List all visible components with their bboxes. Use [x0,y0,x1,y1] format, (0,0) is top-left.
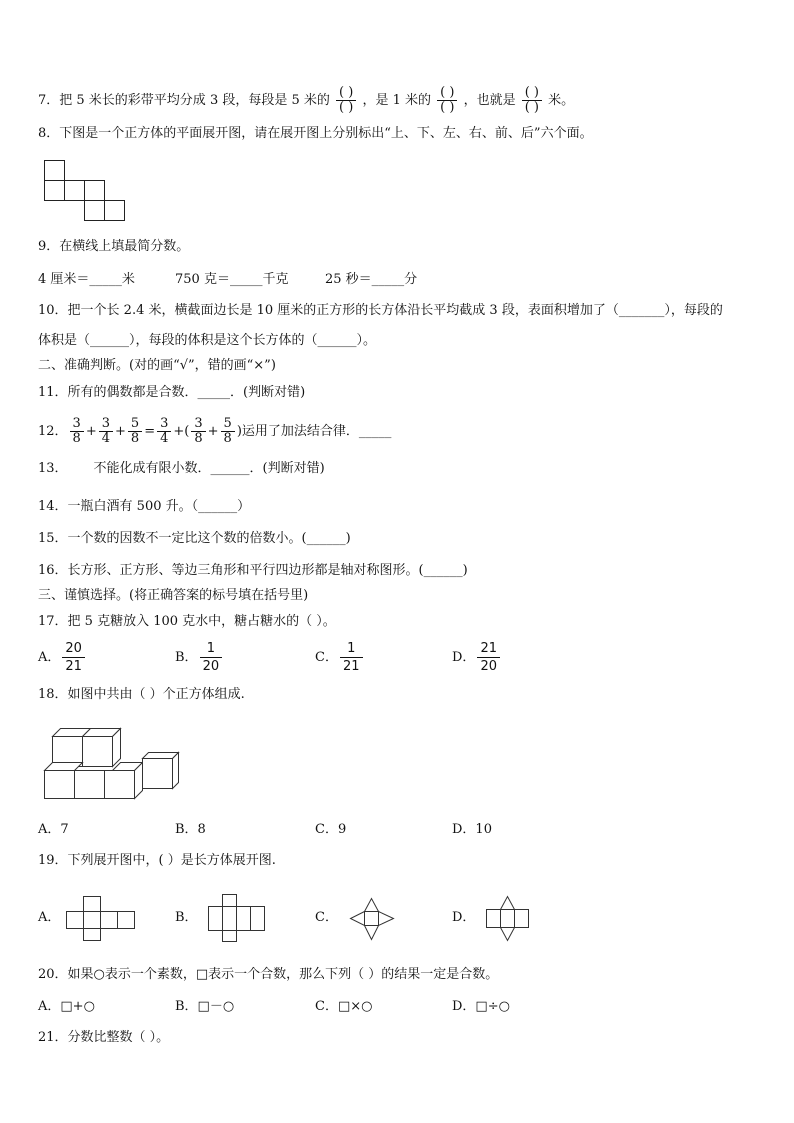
q12-text: 运用了加法结合律．_____ [241,424,392,439]
q7-text-1: 7．把 5 米长的彩带平均分成 3 段，每段是 5 米的 [38,93,330,108]
q13-number: 13． [38,461,68,476]
question-16: 16．长方形、正方形、等边三角形和平行四边形都是轴对称图形。(______) [38,563,468,578]
question-13 [38,459,325,479]
question-12: 12． $\frac{3}{8}$ + $\frac{3}{4}$ + $\frac{5}{8}$ = $\frac{3}{4}$ +( $\frac{3}{8}$ + $\frac{5}{8}$ )运用了加法结合律．_____ [38,416,392,446]
q17-option-b[interactable]: B． $\frac{1}{20}$ [175,640,224,675]
question-10-line-2: 体积是（______），每段的体积是这个长方体的（______）。 [38,333,377,348]
question-14: 14．一瓶白酒有 500 升。（______） [38,499,251,514]
q18-option-b[interactable]: B．8 [175,822,206,837]
question-10-line-1: 10．把一个长 2.4 米，横截面边长是 10 厘米的正方形的长方体沿长平均截成 3 段，表面积增加了（_______），每段的 [38,303,723,318]
q12-frac-2: $\frac{3}{4}$ [99,417,113,446]
q7-text-4: 米。 [548,93,575,108]
q19-net-b-figure [208,894,266,942]
q7-fraction-3: $\frac{( )}{( )}$ [522,86,542,115]
q17-option-a[interactable]: A． $\frac{20}{21}$ [38,640,87,675]
q19-option-d[interactable]: D． [452,910,476,925]
question-18: 18．如图中共由（ ）个正方体组成. [38,687,245,702]
q12-frac-1: $\frac{3}{8}$ [70,417,84,446]
q13-text: 不能化成有限小数．______．(判断对错) [93,461,325,476]
q12-frac-5: $\frac{3}{8}$ [191,417,205,446]
q19-net-c-figure [350,898,394,940]
q20-option-a[interactable]: A．□+○ [38,999,95,1014]
question-17: 17．把 5 克糖放入 100 克水中，糖占糖水的（ ）。 [38,614,336,629]
q18-option-d[interactable]: D．10 [452,822,492,837]
question-9: 9．在横线上填最简分数。 [38,239,190,254]
q7-text-2: ，是 1 米的 [362,93,431,108]
q9-item-3: 25 秒＝_____分 [325,272,418,287]
question-15: 15．一个数的因数不一定比这个数的倍数小。(______) [38,531,351,546]
question-21: 21．分数比整数（ ）。 [38,1030,170,1045]
q17-option-d[interactable]: D． $\frac{21}{20}$ [452,640,502,675]
q20-option-c[interactable]: C．□×○ [315,999,373,1014]
question-19: 19．下列展开图中，( ）是长方体展开图. [38,853,276,868]
q9-item-1: 4 厘米＝_____米 [38,272,135,287]
q19-option-a[interactable]: A． [38,910,61,925]
q19-option-b[interactable]: B． [175,910,198,925]
q9-item-2: 750 克＝_____千克 [175,272,289,287]
cubes-figure [44,728,180,800]
q20-option-b[interactable]: B．□－○ [175,999,235,1014]
q7-fraction-2: $\frac{( )}{( )}$ [437,86,457,115]
q17-option-c[interactable]: C． $\frac{1}{21}$ [315,640,365,675]
q12-frac-4: $\frac{3}{4}$ [157,417,171,446]
section-3-title: 三、谨慎选择。(将正确答案的标号填在括号里) [38,588,309,603]
q18-option-c[interactable]: C．9 [315,822,347,837]
q19-option-c[interactable]: C． [315,910,338,925]
question-8: 8．下图是一个正方体的平面展开图，请在展开图上分别标出“上、下、左、右、前、后”六个面。 [38,126,593,141]
question-7 [38,86,574,115]
q12-number: 12． [38,424,68,439]
q19-net-a-figure [66,896,138,942]
q18-option-a[interactable]: A．7 [38,822,69,837]
q12-frac-6: $\frac{5}{8}$ [221,417,235,446]
question-11: 11．所有的偶数都是合数．_____．(判断对错) [38,385,306,400]
q20-option-d[interactable]: D．□÷○ [452,999,510,1014]
section-2-title: 二、准确判断。(对的画“√”，错的画“×”) [38,358,276,373]
question-20: 20．如果○表示一个素数，□表示一个合数，那么下列（ ）的结果一定是合数。 [38,967,499,982]
q7-text-3: ，也就是 [463,93,516,108]
q19-net-d-figure [486,896,532,942]
q12-frac-3: $\frac{5}{8}$ [128,417,142,446]
q7-fraction-1: $\frac{( )}{( )}$ [336,86,356,115]
cube-net-figure [44,160,126,222]
